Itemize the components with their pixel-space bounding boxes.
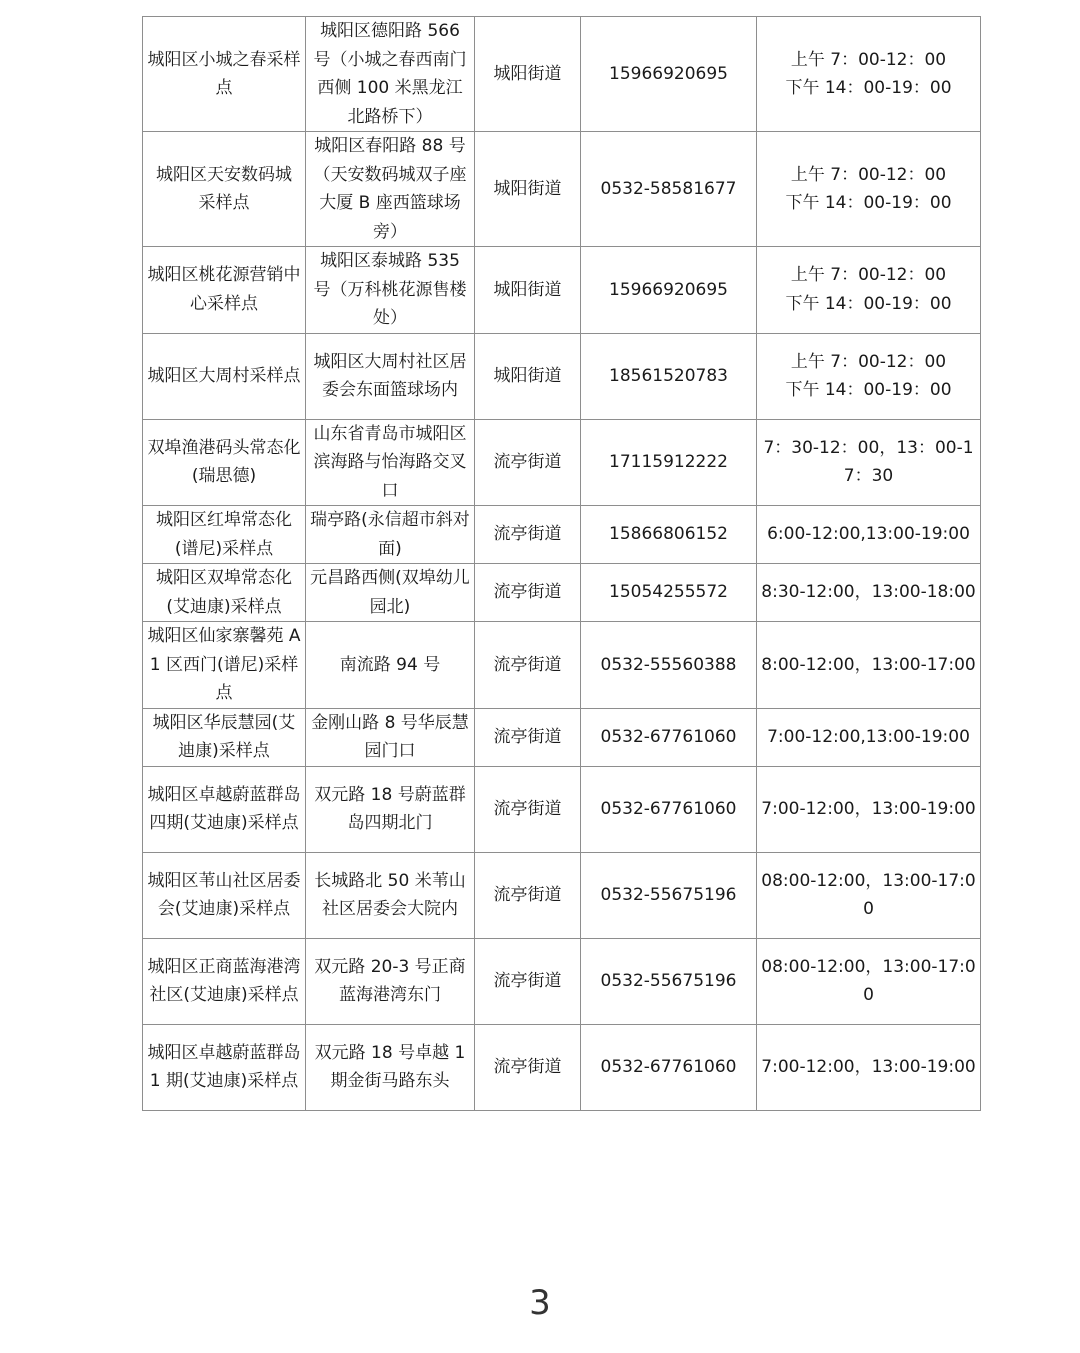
site-phone: 17115912222 [581,419,757,506]
table-row [143,132,981,247]
site-street: 流亭街道 [475,708,581,766]
site-hours [757,564,981,622]
site-hours-line: 08:00-12:00，13:00-17:00 [761,870,976,919]
site-name: 城阳区华辰慧园(艾迪康)采样点 [143,708,306,766]
site-hours-line: 下午 14：00-19：00 [785,193,952,213]
site-address: 双元路 20-3 号正商蓝海港湾东门 [306,938,475,1024]
site-phone: 0532-58581677 [581,132,757,247]
site-hours-line: 7:00-12:00，13:00-19:00 [761,798,976,819]
site-name: 城阳区桃花源营销中心采样点 [143,247,306,334]
site-phone: 15966920695 [581,247,757,334]
site-address: 元昌路西侧(双埠幼儿园北) [306,564,475,622]
site-name: 城阳区卓越蔚蓝群岛四期(艾迪康)采样点 [143,766,306,852]
site-hours [757,622,981,709]
table-row [143,622,981,709]
site-hours [757,766,981,852]
table-row [143,938,981,1024]
site-name: 城阳区苇山社区居委会(艾迪康)采样点 [143,852,306,938]
site-hours-line: 6:00-12:00,13:00-19:00 [767,524,970,545]
site-address: 长城路北 50 米苇山社区居委会大院内 [306,852,475,938]
site-name: 城阳区双埠常态化(艾迪康)采样点 [143,564,306,622]
site-hours-line: 7:00-12:00,13:00-19:00 [767,726,970,747]
site-street: 城阳街道 [475,132,581,247]
site-street: 流亭街道 [475,506,581,564]
site-name: 城阳区红埠常态化(谱尼)采样点 [143,506,306,564]
site-hours-line: 8:30-12:00，13:00-18:00 [761,582,976,603]
site-street: 流亭街道 [475,852,581,938]
site-name: 城阳区仙家寨馨苑 A1 区西门(谱尼)采样点 [143,622,306,709]
table-row [143,766,981,852]
site-phone: 15966920695 [581,17,757,132]
site-hours-line: 上午 7：00-12：00 [790,265,947,286]
site-hours [757,852,981,938]
site-phone: 18561520783 [581,333,757,419]
site-hours-line: 8:00-12:00，13:00-17:00 [761,654,976,675]
site-name: 城阳区正商蓝海港湾社区(艾迪康)采样点 [143,938,306,1024]
site-street: 城阳街道 [475,247,581,334]
table-row [143,247,981,334]
site-hours [757,1024,981,1110]
site-hours [757,333,981,419]
site-hours [757,506,981,564]
site-hours [757,708,981,766]
sampling-sites-table-body [143,17,981,1111]
sampling-sites-table [142,16,981,1111]
site-phone: 0532-67761060 [581,1024,757,1110]
site-phone: 0532-67761060 [581,708,757,766]
site-street: 流亭街道 [475,938,581,1024]
site-hours-line: 7：30-12：00，13：00-17：30 [763,437,974,487]
site-address: 双元路 18 号卓越 1 期金街马路东头 [306,1024,475,1110]
site-phone: 0532-55560388 [581,622,757,709]
site-street: 流亭街道 [475,766,581,852]
site-phone: 15866806152 [581,506,757,564]
site-street: 城阳街道 [475,333,581,419]
site-phone: 15054255572 [581,564,757,622]
site-hours-line: 上午 7：00-12：00 [790,49,947,70]
site-hours-line: 上午 7：00-12：00 [790,164,947,185]
table-row [143,1024,981,1110]
site-address: 山东省青岛市城阳区滨海路与怡海路交叉口 [306,419,475,506]
table-row [143,333,981,419]
site-name: 城阳区大周村采样点 [143,333,306,419]
site-street: 流亭街道 [475,1024,581,1110]
site-hours [757,419,981,506]
site-hours [757,17,981,132]
table-row [143,708,981,766]
site-hours-line: 08:00-12:00，13:00-17:00 [761,956,976,1005]
site-street: 流亭街道 [475,419,581,506]
site-name: 城阳区天安数码城 采样点 [143,132,306,247]
site-address: 金刚山路 8 号华辰慧园门口 [306,708,475,766]
site-address: 城阳区泰城路 535 号（万科桃花源售楼处） [306,247,475,334]
site-name: 城阳区小城之春采样点 [143,17,306,132]
site-phone: 0532-55675196 [581,938,757,1024]
site-name: 城阳区卓越蔚蓝群岛 1 期(艾迪康)采样点 [143,1024,306,1110]
site-hours-line: 7:00-12:00，13:00-19:00 [761,1056,976,1077]
site-address: 城阳区大周村社区居委会东面篮球场内 [306,333,475,419]
table-row [143,852,981,938]
site-address: 南流路 94 号 [306,622,475,709]
table-row [143,564,981,622]
site-hours-line: 下午 14：00-19：00 [785,293,952,314]
site-hours [757,247,981,334]
site-hours [757,938,981,1024]
site-address: 瑞亭路(永信超市斜对面) [306,506,475,564]
site-name: 双埠渔港码头常态化(瑞思德) [143,419,306,506]
site-phone: 0532-55675196 [581,852,757,938]
table-row [143,17,981,132]
table-row [143,506,981,564]
site-address: 城阳区春阳路 88 号（天安数码城双子座大厦 B 座西篮球场旁） [306,132,475,247]
site-hours [757,132,981,247]
site-hours-line: 下午 14：00-19：00 [785,78,952,98]
table-row [143,419,981,506]
page-number: 3 [529,1283,551,1323]
site-street: 城阳街道 [475,17,581,132]
site-street: 流亭街道 [475,564,581,622]
site-hours-line: 上午 7：00-12：00 [790,351,947,372]
site-street: 流亭街道 [475,622,581,709]
site-hours-line: 下午 14：00-19：00 [785,380,952,400]
site-address: 城阳区德阳路 566 号（小城之春西南门西侧 100 米黑龙江北路桥下） [306,17,475,132]
site-address: 双元路 18 号蔚蓝群岛四期北门 [306,766,475,852]
site-phone: 0532-67761060 [581,766,757,852]
